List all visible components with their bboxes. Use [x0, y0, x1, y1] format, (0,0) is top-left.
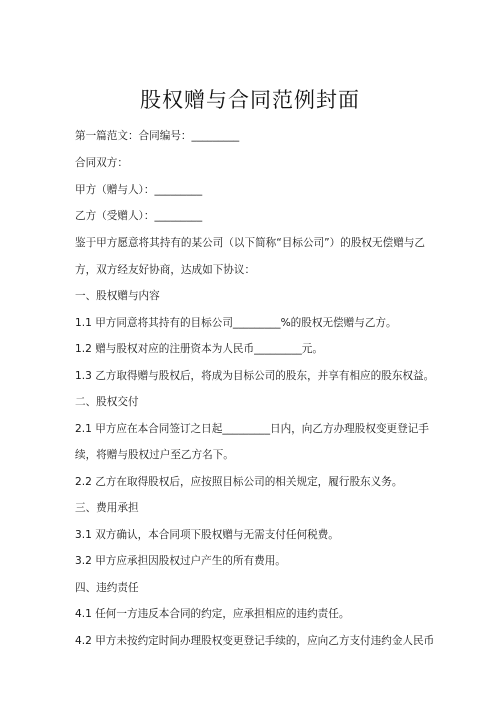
- clause-2-2: 2.2 乙方在取得股权后，应按照目标公司的相关规定，履行股东义务。: [75, 476, 403, 488]
- clause-3-1: 3.1 双方确认，本合同项下股权赠与无需支付任何税费。: [75, 529, 339, 541]
- clause-3-2: 3.2 甲方应承担因股权过户产生的所有费用。: [75, 555, 286, 567]
- clause-4-1: 4.1 任何一方违反本合同的约定，应承担相应的违约责任。: [75, 608, 350, 620]
- preamble-line-1: 鉴于甲方愿意将其持有的某公司（以下简称“目标公司”）的股权无偿赠与乙: [75, 237, 425, 249]
- party-a-line: 甲方（赠与人）：_________: [75, 184, 203, 196]
- clause-2-1-line-2: 续，将赠与股权过户至乙方名下。: [75, 449, 234, 461]
- clause-1-3: 1.3 乙方取得赠与股权后，将成为目标公司的股东，并享有相应的股东权益。: [75, 370, 435, 382]
- section-2-heading: 二、股权交付: [75, 396, 139, 408]
- clause-1-2: 1.2 赠与股权对应的注册资本为人民币_________元。: [75, 343, 323, 355]
- section-1-heading: 一、股权赠与内容: [75, 290, 160, 302]
- clause-1-1: 1.1 甲方同意将其持有的目标公司_________%的股权无偿赠与乙方。: [75, 317, 397, 329]
- party-b-line: 乙方（受赠人）：_________: [75, 210, 203, 222]
- preamble-line-2: 方，双方经友好协商，达成如下协议：: [75, 264, 256, 276]
- section-4-heading: 四、违约责任: [75, 582, 139, 594]
- contract-number-line: 第一篇范文：合同编号：_________: [75, 130, 240, 142]
- section-3-heading: 三、费用承担: [75, 502, 139, 514]
- clause-2-1-line-1: 2.1 甲方应在本合同签订之日起_________日内，向乙方办理股权变更登记手: [75, 423, 429, 435]
- document-title: 股权赠与合同范例封面: [140, 88, 360, 112]
- clause-4-2: 4.2 甲方未按约定时间办理股权变更登记手续的，应向乙方支付违约金人民币: [75, 635, 435, 647]
- parties-heading: 合同双方：: [75, 157, 128, 169]
